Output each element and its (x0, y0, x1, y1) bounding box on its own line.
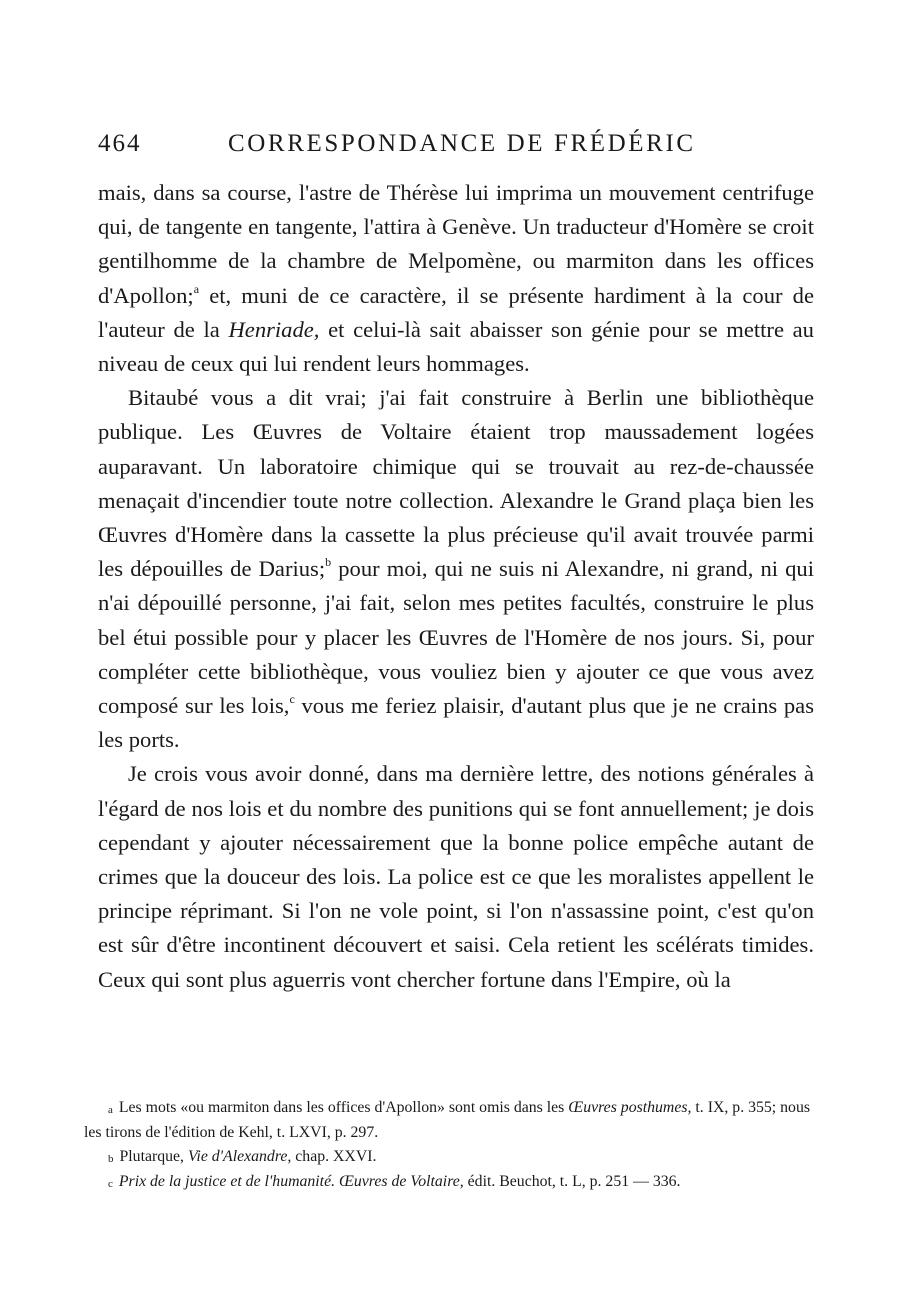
footnotes (84, 1096, 810, 1194)
page-number: 464 (98, 130, 142, 157)
footnote-mark: c (108, 1177, 113, 1190)
paragraph-3: Je crois vous avoir donné, dans ma dernière lettre, des notions générales à l'égard de nos lois et du nombre des punitions qui se font annuellement; je dois cependant y ajouter nécessairement que la bonne police empêche autant de crimes que la douceur des lois. La police est ce que les moralistes appellent le principe réprimant. Si l'on ne vole point, si l'on n'assassine point, c'est qu'on est sûr d'être incontinent découvert et saisi. Cela retient les scélérats timides. Ceux qui sont plus aguerris vont chercher fortune dans l'Empire, où la (98, 761, 814, 992)
footnote-c: $^c$ Prix de la justice et de l'humanité. Œuvres de Voltaire, édit. Beuchot, t. L, p. 251 — 336. (108, 1172, 681, 1190)
paragraph-2: Bitaubé vous a dit vrai; j'ai fait construire à Berlin une bibliothèque publique. Les Œuvres de Voltaire étaient trop maussadement logées auparavant. Un laboratoire chimique qui se trouvait au rez-de-chaussée menaçait d'incendier toute notre collection. Alexandre le Grand plaça bien les Œuvres d'Homère dans la cassette la plus précieuse qu'il avait trouvée parmi les dépouilles de Darius;$^b$ pour moi, qui ne suis ni Alexandre, ni grand, ni qui n'ai dépouillé personne, j'ai fait, selon mes petites facultés, construire le plus bel étui possible pour y placer les Œuvres de l'Homère de nos jours. Si, pour compléter cette bibliothèque, vous vouliez bien y ajouter ce que vous avez composé sur les lois,$^c$ vous me feriez plaisir, d'autant plus que je ne crains pas les ports. (98, 385, 814, 753)
footnote-a: $^a$ Les mots «ou marmiton dans les offices d'Apollon» sont omis dans les Œuvres posthumes, t. IX, p. 355; nous les tirons de l'édition de Kehl, t. LXVI, p. 297. (84, 1099, 811, 1141)
footnote-ref-b[interactable]: b (325, 555, 332, 570)
main-text (98, 176, 814, 997)
footnote-mark: a (108, 1104, 113, 1116)
paragraph-1: mais, dans sa course, l'astre de Thérèse lui imprima un mouvement centrifuge qui, de tangente en tangente, l'attira à Genève. Un traducteur d'Homère se croit gentilhomme de la chambre de Melpomène, ou marmiton dans les offices d'Apollon;$^a$ et, muni de ce caractère, il se présente hardiment à la cour de l'auteur de la Henriade, et celui-là sait abaisser son génie pour se mettre au niveau de ceux qui lui rendent leurs hommages. (98, 180, 814, 377)
footnote-b: $^b$ Plutarque, Vie d'Alexandre, chap. XXVI. (108, 1148, 377, 1165)
running-title: CORRESPONDANCE DE FRÉDÉRIC (228, 130, 696, 157)
footnote-mark: b (108, 1153, 114, 1165)
footnote-ref-a[interactable]: a (193, 281, 200, 296)
footnote-ref-c[interactable]: c (289, 692, 295, 707)
work-title-henriade: Henriade, (228, 316, 320, 342)
